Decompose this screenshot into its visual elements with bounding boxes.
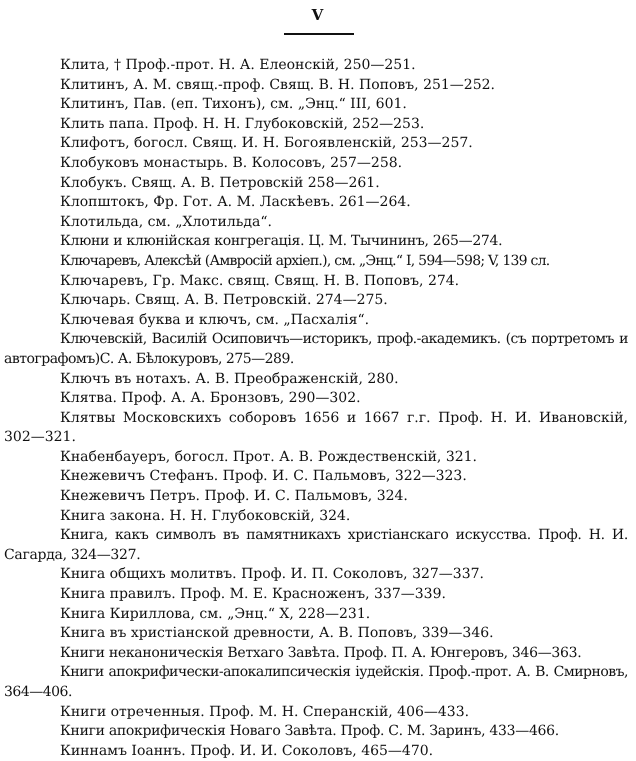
index-entry: Книга въ христіанской древности, А. В. Поповъ, 339—346. bbox=[60, 625, 494, 642]
index-entry: Книги отреченныя. Проф. М. Н. Сперанскій, 406—433. bbox=[60, 703, 470, 720]
index-entry: Клобукъ. Свящ. А. В. Петровскій 258—261. bbox=[60, 174, 380, 191]
index-entry: Книги апокрифическія Новаго Завѣта. Проф. С. М. Заринъ, 433—466. bbox=[60, 723, 559, 740]
index-entry: Кнежевичъ Петръ. Проф. И. С. Пальмовъ, 324. bbox=[60, 488, 408, 505]
index-entry: Клотильда, см. „Хлотильда“. bbox=[60, 213, 272, 230]
index-entry: Клятва. Проф. А. А. Бронзовъ, 290—302. bbox=[60, 390, 361, 407]
index-entry: Кнабенбауеръ, богосл. Прот. А. В. Рождественскій, 321. bbox=[60, 448, 478, 465]
index-entry: Ключарь. Свящ. А. В. Петровскій. 274—275. bbox=[60, 292, 388, 309]
index-entry: Клифотъ, богосл. Свящ. И. Н. Богоявленскій, 253—257. bbox=[60, 135, 473, 152]
index-entry: Клопштокъ, Фр. Гот. А. М. Ласкѣевъ. 261—264. bbox=[60, 194, 411, 211]
index-entry: Книги апокрифически-апокалипсическія іудейскія. Проф.-прот. А. В. Смирновъ, 364—406. bbox=[4, 664, 628, 700]
index-entry: Книга Кириллова, см. „Энц.“ X, 228—231. bbox=[60, 605, 371, 622]
index-entry: Клятвы Московскихъ соборовъ 1656 и 1667 г.г. Проф. Н. И. Ивановскій, 302—321. bbox=[4, 409, 628, 446]
index-entry: Клобуковъ монастырь. В. Колосовъ, 257—258. bbox=[60, 154, 403, 171]
index-entry: Ключаревъ, Гр. Макс. свящ. Свящ. Н. В. Поповъ, 274. bbox=[60, 272, 460, 289]
index-entry: Ключъ въ нотахъ. А. В. Преображенскій, 280. bbox=[60, 370, 399, 387]
page-header-letter: V bbox=[311, 6, 325, 24]
index-entry: Книга закона. Н. Н. Глубоковскій, 324. bbox=[60, 507, 351, 524]
index-entry: Книга общихъ молитвъ. Проф. И. П. Соколовъ, 327—337. bbox=[60, 566, 484, 583]
index-entry: Клитинъ, А. М. свящ.-проф. Свящ. В. Н. Поповъ, 251—252. bbox=[60, 76, 495, 93]
index-entry: Клитинъ, Пав. (еп. Тихонъ), см. „Энц.“ III, 601. bbox=[60, 96, 407, 113]
index-entry: Киннамъ Іоаннъ. Проф. И. И. Соколовъ, 465—470. bbox=[60, 742, 434, 759]
index-entry: Клита, † Проф.-прот. Н. А. Елеонскій, 250—251. bbox=[60, 57, 416, 73]
index-entry: Кнежевичъ Стефанъ. Проф. И. С. Пальмовъ, 322—323. bbox=[60, 468, 467, 485]
index-entry: Ключаревъ, Алексѣй (Амвросій архіеп.), см. „Энц.“ I, 594—598; V, 139 сл. bbox=[60, 252, 550, 269]
index-entry: Книга, какъ символъ въ памятникахъ христіанскаго искусства. Проф. Н. И. Сагарда, 324—327. bbox=[4, 527, 628, 563]
index-entry: Клить папа. Проф. Н. Н. Глубоковскій, 252—253. bbox=[60, 115, 425, 132]
index-entry: Книга правилъ. Проф. М. Е. Красноженъ, 337—339. bbox=[60, 586, 446, 603]
index-entry: Ключевая буква и ключъ, см. „Пасхалія“. bbox=[60, 311, 370, 328]
index-entry: Клюни и клюнійская конгрегація. Ц. М. Тычининъ, 265—274. bbox=[60, 233, 503, 250]
index-entry: Книги неканоническія Ветхаго Завѣта. Проф. П. А. Юнгеровъ, 346—363. bbox=[60, 644, 582, 661]
header-rule bbox=[284, 33, 354, 35]
index-entry-list bbox=[0, 56, 636, 761]
index-entry: Ключевскій, Василій Осиповичъ—историкъ, проф.-академикъ. (съ портретомъ и автографомъ)С. А. Бѣлокуровъ, 275—289. bbox=[4, 331, 628, 367]
